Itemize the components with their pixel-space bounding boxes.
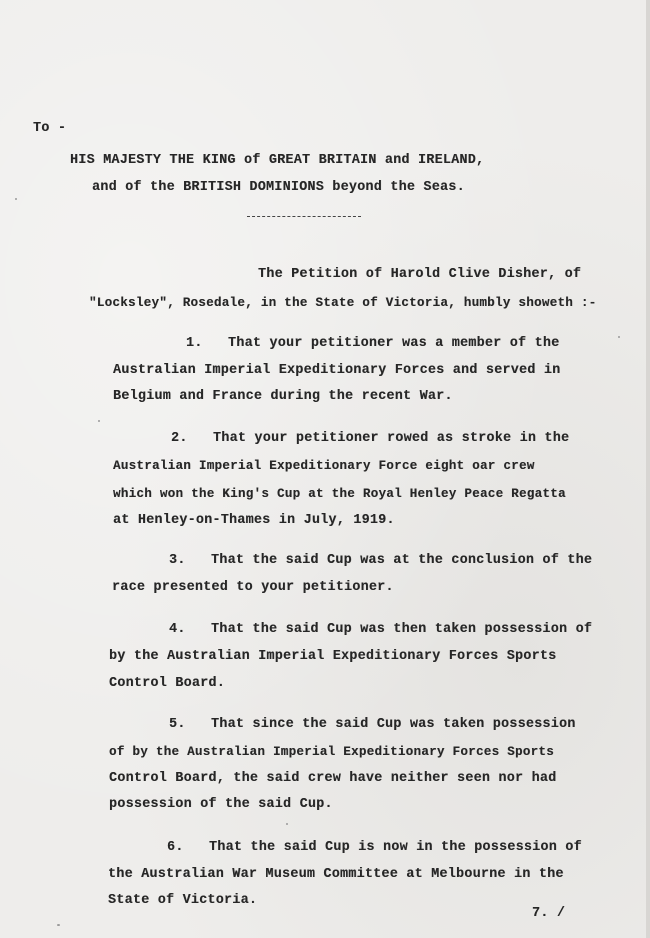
paragraph-5-line-3: Control Board, the said crew have neither seen nor had	[109, 771, 557, 786]
paragraph-5-line-2: of by the Australian Imperial Expeditionary Forces Sports	[109, 745, 555, 759]
paper-speck	[15, 198, 17, 200]
paragraph-4-line-2: by the Australian Imperial Expeditionary Forces Sports	[109, 649, 557, 664]
paragraph-number-4: 4.	[169, 622, 186, 637]
paragraph-6-line-3: State of Victoria.	[108, 893, 258, 908]
paragraph-6-line-1: That the said Cup is now in the possession of	[209, 840, 582, 855]
paragraph-2-line-1: That your petitioner rowed as stroke in the	[213, 431, 570, 446]
paragraph-2-line-3: which won the King's Cup at the Royal Henley Peace Regatta	[113, 487, 566, 501]
addressee-line-1: HIS MAJESTY THE KING of GREAT BRITAIN and IRELAND,	[70, 153, 485, 168]
intro-line-1: The Petition of Harold Clive Disher, of	[258, 267, 582, 282]
paragraph-5-line-4: possession of the said Cup.	[109, 797, 333, 812]
paragraph-3-line-2: race presented to your petitioner.	[112, 580, 394, 595]
addressee-line-2: and of the BRITISH DOMINIONS beyond the Seas.	[92, 180, 465, 195]
paper-speck	[98, 420, 100, 422]
separator-rule	[247, 216, 361, 217]
paragraph-4-line-3: Control Board.	[109, 676, 225, 691]
intro-line-2: "Locksley", Rosedale, in the State of Victoria, humbly showeth :-	[89, 296, 597, 310]
paper-edge	[646, 0, 650, 938]
continuation-mark: 7. /	[532, 906, 566, 921]
paragraph-number-2: 2.	[171, 431, 188, 446]
paragraph-number-1: 1.	[186, 336, 203, 351]
paragraph-2-line-4: at Henley-on-Thames in July, 1919.	[113, 513, 395, 528]
paragraph-1-line-2: Australian Imperial Expeditionary Forces and served in	[113, 363, 561, 378]
paragraph-number-5: 5.	[169, 717, 186, 732]
paper-speck	[618, 336, 620, 338]
paragraph-2-line-2: Australian Imperial Expeditionary Force eight oar crew	[113, 459, 535, 473]
paragraph-1-line-3: Belgium and France during the recent War.	[113, 389, 453, 404]
addressee-prefix: To -	[33, 121, 67, 136]
paragraph-3-line-1: That the said Cup was at the conclusion of the	[211, 553, 593, 568]
paragraph-1-line-1: That your petitioner was a member of the	[228, 336, 560, 351]
paragraph-6-line-2: the Australian War Museum Committee at Melbourne in the	[108, 867, 564, 882]
paragraph-5-line-1: That since the said Cup was taken possession	[211, 717, 576, 732]
paper-speck	[57, 924, 60, 926]
paper-speck	[286, 823, 288, 825]
paragraph-4-line-1: That the said Cup was then taken possession of	[211, 622, 593, 637]
paragraph-number-6: 6.	[167, 840, 184, 855]
paragraph-number-3: 3.	[169, 553, 186, 568]
